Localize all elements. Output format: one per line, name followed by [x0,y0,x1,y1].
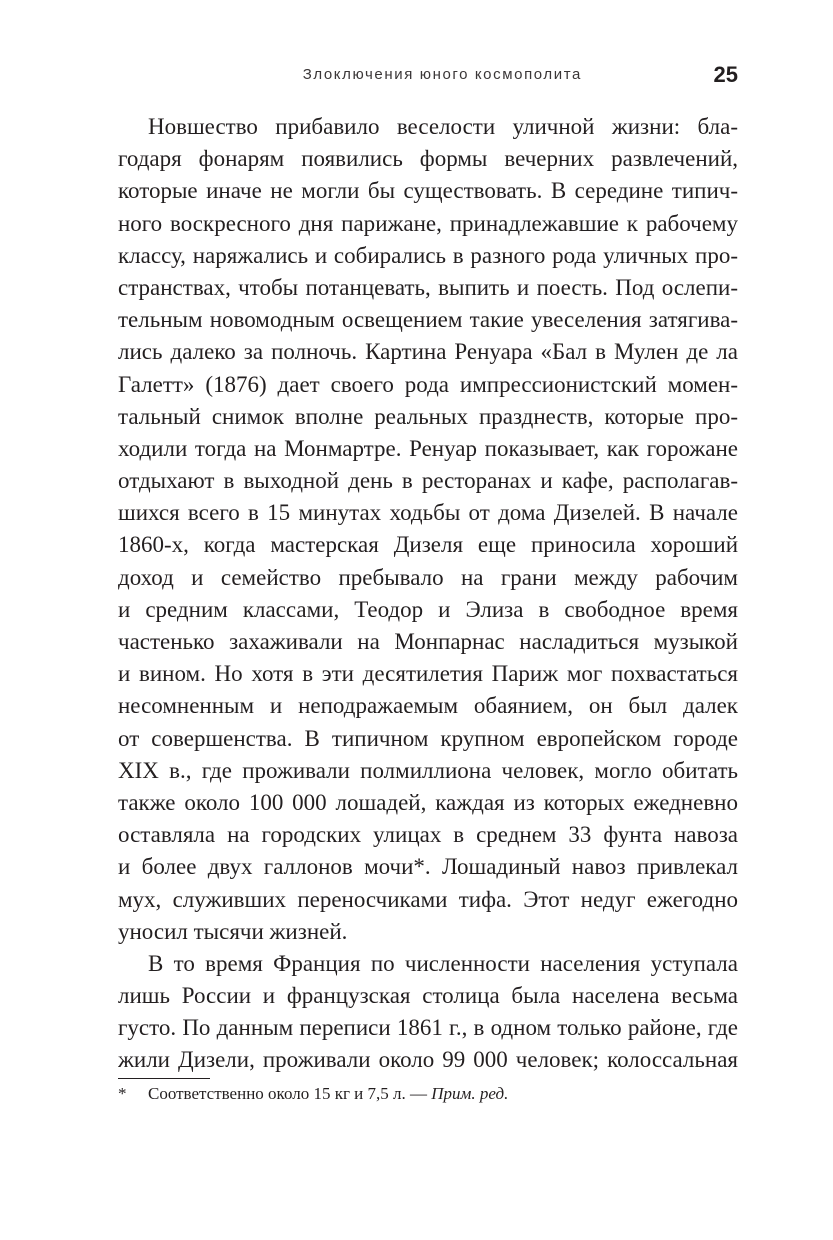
text-line: ного воскресного дня парижане, принадлежавшие к рабочему [118,210,738,236]
text-line: и более двух галлонов мочи*. Лошадиный навоз привлекал [118,854,738,880]
text-line: ходили тогда на Монмартре. Ренуар показывает, как горожане [118,435,738,461]
text-line: годаря фонарям появились формы вечерних развлечений, [118,146,738,172]
text-line: странствах, чтобы потанцевать, выпить и поесть. Под ослепи- [118,274,738,300]
body-text [118,111,738,1077]
text-line: шихся всего в 15 минутах ходьбы от дома Дизелей. В начале [118,500,738,526]
text-line: густо. По данным переписи 1861 г., в одном только районе, где [118,1015,738,1041]
text-line: уносил тысячи жизней. [118,918,348,944]
footnote-marker: * [118,1084,127,1103]
text-line: Галетт» (1876) дает своего рода импрессионистский момен- [118,371,738,397]
text-line: тальный снимок вполне реальных празднеств, которые про- [118,403,738,429]
text-line: и вином. Но хотя в эти десятилетия Париж мог похвастаться [118,661,738,687]
text-line: 1860-х, когда мастерская Дизеля еще приносила хороший [118,532,738,558]
text-line: от совершенства. В типичном крупном европейском городе [118,725,738,751]
text-line: также около 100 000 лошадей, каждая из которых ежедневно [118,789,738,815]
running-title: Злоключения юного космополита [302,66,582,83]
page-number: 25 [713,62,738,87]
text-line: которые иначе не могли бы существовать. В середине типич- [118,178,738,204]
text-line: В то время Франция по численности населения уступала [148,950,738,976]
footnote-divider [118,1078,210,1079]
paragraph-1 [118,111,738,948]
text-line: XIX в., где проживали полмиллиона человек, могло обитать [118,757,738,783]
text-line: тельным новомодным освещением такие увеселения затягива- [118,307,738,333]
text-line: лишь России и французская столица была населена весьма [118,983,738,1009]
footnote-editor-note: Прим. ред. [431,1084,509,1103]
text-line: частенько захаживали на Монпарнас насладиться музыкой [118,629,738,654]
text-line: отдыхают в выходной день в ресторанах и кафе, располагав- [118,468,738,494]
text-line: жили Дизели, проживали около 99 000 человек; колоссальная [118,1047,738,1073]
text-line: классу, наряжались и собирались в разного рода уличных про- [118,242,738,268]
text-line: лись далеко за полночь. Картина Ренуара «Бал в Мулен де ла [118,339,738,365]
text-line: несомненным и неподражаемым обаянием, он был далек [118,693,738,719]
footnote [118,1082,738,1106]
paragraph-2 [118,948,738,1077]
text-line: Новшество прибавило веселости уличной жизни: бла- [148,114,738,139]
text-line: мух, служивших переносчиками тифа. Этот недуг ежегодно [118,886,738,912]
text-line: оставляла на городских улицах в среднем 33 фунта навоза [118,822,738,848]
footnote-text: Соответственно около 15 кг и 7,5 л. — [148,1084,432,1103]
text-line: доход и семейство пребывало на грани между рабочим [118,564,738,590]
text-line: и средним классами, Теодор и Элиза в свободное время [118,596,738,622]
running-head [118,62,738,90]
